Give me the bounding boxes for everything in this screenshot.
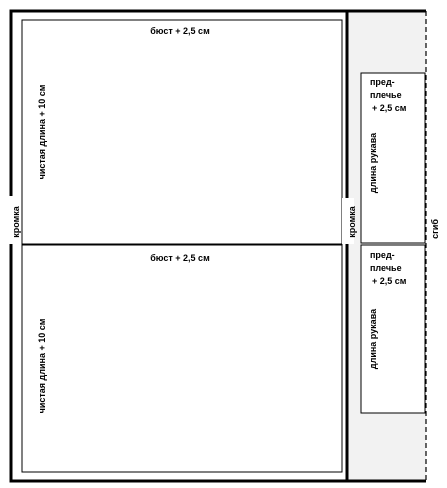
fold-label: сгиб — [430, 219, 440, 239]
sleeve-bottom-forearm-line-3: + 2,5 см — [372, 276, 407, 286]
bust-label-top: бюст + 2,5 см — [150, 26, 210, 36]
sleeve-top-length-label: длина рукава — [368, 132, 378, 194]
sleeve-top-forearm-line-3: + 2,5 см — [372, 103, 407, 113]
sleeve-bottom-forearm-line-2: плечье — [370, 263, 402, 273]
sleeve-bottom-forearm-line-1: пред- — [370, 250, 395, 260]
sleeve-top-forearm-line-1: пред- — [370, 77, 395, 87]
body-piece-top — [22, 20, 342, 244]
edge-label-middle: кромка — [347, 206, 357, 238]
fold-label-group — [428, 214, 440, 244]
bust-label-bottom: бюст + 2,5 см — [150, 253, 210, 263]
edge-label-left: кромка — [11, 206, 21, 238]
length-label-bottom: чистая длина + 10 см — [37, 318, 47, 414]
body-piece-bottom — [22, 245, 342, 472]
length-label-top: чистая длина + 10 см — [37, 84, 47, 180]
sleeve-top-forearm-line-2: плечье — [370, 90, 402, 100]
sleeve-bottom-length-label: длина рукава — [368, 308, 378, 370]
